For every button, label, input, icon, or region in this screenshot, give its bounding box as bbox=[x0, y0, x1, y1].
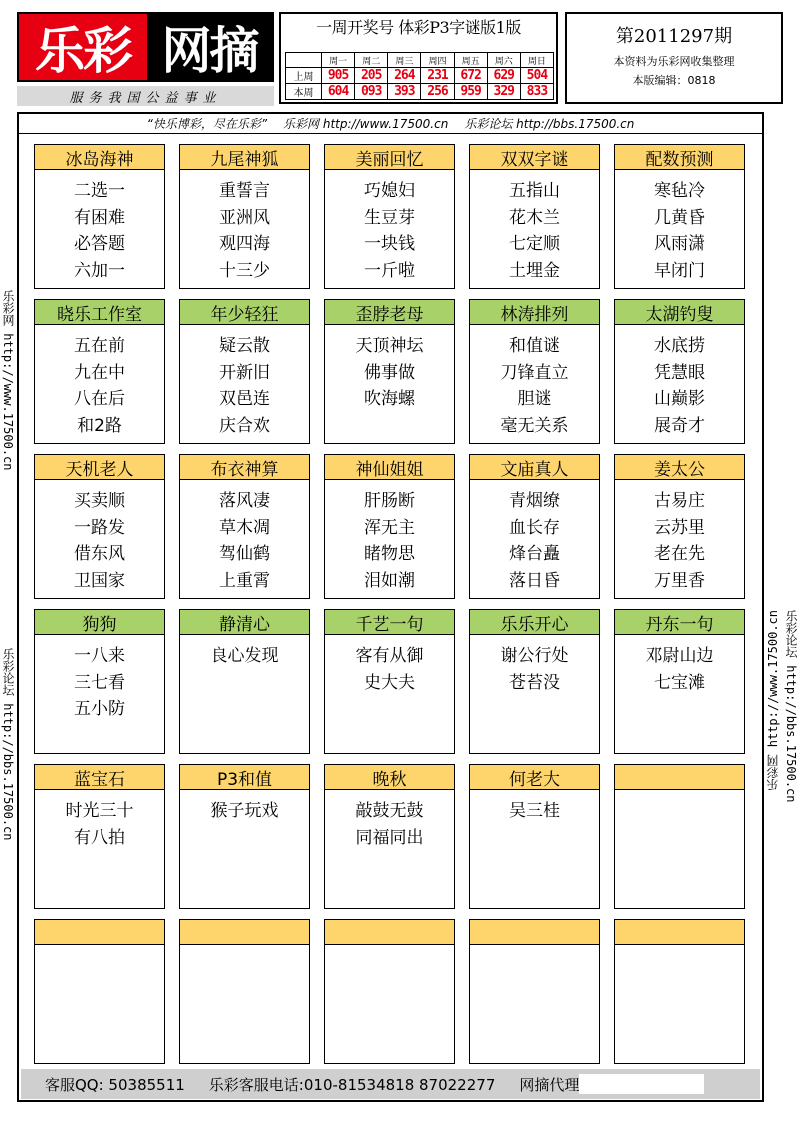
riddle-card-lines bbox=[325, 170, 454, 284]
riddle-card bbox=[324, 609, 455, 754]
riddle-card-lines bbox=[325, 945, 454, 953]
draw-results-panel bbox=[279, 12, 558, 104]
draw-this-week-row bbox=[286, 84, 554, 100]
riddle-card bbox=[614, 609, 745, 754]
riddle-line: 古易庄 bbox=[654, 491, 705, 511]
riddle-card-title: 太湖钓叟 bbox=[615, 300, 744, 325]
slogan-quote: “快乐博彩，尽在乐彩” bbox=[146, 117, 268, 131]
riddle-line: 吴三桂 bbox=[509, 801, 560, 821]
riddle-card-title: 晚秋 bbox=[325, 765, 454, 790]
riddle-card bbox=[469, 609, 600, 754]
riddle-line: 疑云散 bbox=[219, 336, 270, 356]
riddle-card-title: 林涛排列 bbox=[470, 300, 599, 325]
riddle-card bbox=[469, 764, 600, 909]
riddle-card-title: 蓝宝石 bbox=[35, 765, 164, 790]
riddle-line: 一斤啦 bbox=[364, 260, 415, 281]
riddle-card-lines bbox=[615, 635, 744, 696]
riddle-card bbox=[324, 144, 455, 289]
riddle-line: 驾仙鹤 bbox=[219, 544, 270, 564]
riddle-line: 草木凋 bbox=[219, 517, 270, 538]
riddle-line: 同福同出 bbox=[355, 827, 424, 848]
riddle-card-title: 布衣神算 bbox=[180, 455, 309, 480]
riddle-line: 花木兰 bbox=[509, 207, 560, 228]
riddle-line: 史大夫 bbox=[364, 672, 415, 693]
riddle-card bbox=[469, 299, 600, 444]
riddle-card-lines bbox=[615, 170, 744, 284]
riddle-line: 胆谜 bbox=[517, 389, 552, 409]
riddle-line: 邓尉山边 bbox=[645, 646, 714, 666]
riddle-card bbox=[34, 609, 165, 754]
riddle-line: 毫无关系 bbox=[500, 415, 569, 436]
riddle-card bbox=[324, 299, 455, 444]
weekday: 周四 bbox=[421, 53, 454, 68]
riddle-card-lines bbox=[325, 480, 454, 594]
riddle-card-title bbox=[180, 920, 309, 945]
riddle-card bbox=[614, 764, 745, 909]
side-text-right-site: 乐彩网 http://www.17500.cn bbox=[766, 610, 780, 791]
draw-number: 329 bbox=[487, 84, 520, 100]
riddle-card-lines bbox=[35, 790, 164, 851]
riddle-card bbox=[179, 919, 310, 1064]
riddle-card bbox=[179, 454, 310, 599]
riddle-card bbox=[179, 299, 310, 444]
riddle-card-title: 双双字谜 bbox=[470, 145, 599, 170]
riddle-card-title: P3和值 bbox=[180, 765, 309, 790]
draw-number: 629 bbox=[487, 68, 520, 84]
draw-number: 093 bbox=[355, 84, 388, 100]
riddle-card-title: 神仙姐姐 bbox=[325, 455, 454, 480]
riddle-line: 一路发 bbox=[74, 517, 125, 538]
riddle-line: 借东风 bbox=[74, 544, 125, 564]
draw-table bbox=[285, 52, 554, 100]
riddle-line: 必答题 bbox=[74, 234, 125, 254]
riddle-card-lines bbox=[615, 325, 744, 439]
riddle-line: 刀锋直立 bbox=[500, 362, 569, 383]
draw-number: 905 bbox=[322, 68, 355, 84]
riddle-line: 有八拍 bbox=[74, 827, 125, 848]
riddle-line: 万里香 bbox=[654, 570, 705, 591]
side-text-right-forum: 乐彩论坛 http://bbs.17500.cn bbox=[784, 610, 798, 803]
riddle-line: 天顶神坛 bbox=[355, 336, 424, 356]
draw-number: 231 bbox=[421, 68, 454, 84]
riddle-grid bbox=[34, 144, 749, 1067]
draw-number: 256 bbox=[421, 84, 454, 100]
riddle-line: 水底捞 bbox=[654, 336, 705, 356]
riddle-line: 七宝滩 bbox=[654, 672, 705, 693]
riddle-card-lines bbox=[35, 325, 164, 439]
riddle-line: 一八来 bbox=[74, 646, 125, 666]
riddle-line: 浑无主 bbox=[364, 517, 415, 538]
riddle-card-title: 歪脖老母 bbox=[325, 300, 454, 325]
draw-number: 264 bbox=[388, 68, 421, 84]
riddle-line: 三七看 bbox=[74, 672, 125, 693]
weekday: 周五 bbox=[454, 53, 487, 68]
logo-subtitle: 服务我国公益事业 bbox=[17, 86, 274, 106]
logo bbox=[17, 12, 274, 104]
riddle-line: 青烟缭 bbox=[509, 491, 560, 511]
weekday: 周日 bbox=[520, 53, 553, 68]
riddle-card-lines bbox=[470, 635, 599, 696]
riddle-line: 卫国家 bbox=[74, 570, 125, 591]
draw-last-week-row bbox=[286, 68, 554, 84]
riddle-line: 五小防 bbox=[74, 699, 125, 719]
riddle-line: 亚洲风 bbox=[219, 207, 270, 228]
riddle-line: 睹物思 bbox=[364, 544, 415, 564]
issue-panel bbox=[565, 12, 783, 104]
riddle-line: 一块钱 bbox=[364, 234, 415, 254]
riddle-line: 六加一 bbox=[74, 260, 125, 281]
riddle-card-title bbox=[35, 920, 164, 945]
riddle-line: 九在中 bbox=[74, 362, 125, 383]
riddle-card-title: 乐乐开心 bbox=[470, 610, 599, 635]
draw-number: 959 bbox=[454, 84, 487, 100]
riddle-card-title: 何老大 bbox=[470, 765, 599, 790]
footer-agent-box bbox=[579, 1074, 704, 1094]
draw-number: 205 bbox=[355, 68, 388, 84]
riddle-line: 老在先 bbox=[654, 544, 705, 564]
riddle-card bbox=[469, 144, 600, 289]
riddle-card-title: 九尾神狐 bbox=[180, 145, 309, 170]
riddle-line: 风雨潇 bbox=[654, 234, 705, 254]
riddle-card-lines bbox=[180, 790, 309, 825]
riddle-line: 二选一 bbox=[74, 181, 125, 201]
riddle-line: 庆合欢 bbox=[219, 415, 270, 436]
slogan-forum-link[interactable]: 乐彩论坛 http://bbs.17500.cn bbox=[464, 117, 635, 131]
riddle-line: 生豆芽 bbox=[364, 207, 415, 228]
riddle-line: 买卖顺 bbox=[74, 491, 125, 511]
riddle-card-title: 冰岛海神 bbox=[35, 145, 164, 170]
riddle-line: 巧媳妇 bbox=[364, 181, 415, 201]
riddle-card bbox=[614, 299, 745, 444]
draw-number: 504 bbox=[520, 68, 553, 84]
row-label: 本周 bbox=[286, 84, 322, 100]
riddle-card-lines bbox=[325, 790, 454, 851]
riddle-card-lines bbox=[615, 790, 744, 798]
logo-main bbox=[17, 12, 274, 82]
riddle-card-lines bbox=[470, 945, 599, 953]
slogan-bar bbox=[19, 114, 762, 134]
riddle-card-title bbox=[615, 765, 744, 790]
riddle-card bbox=[324, 919, 455, 1064]
riddle-card bbox=[469, 454, 600, 599]
riddle-line: 猴子玩戏 bbox=[210, 801, 279, 821]
riddle-card-lines bbox=[615, 945, 744, 953]
riddle-card bbox=[34, 919, 165, 1064]
riddle-card-lines bbox=[35, 170, 164, 284]
riddle-card-title: 姜太公 bbox=[615, 455, 744, 480]
riddle-line: 展奇才 bbox=[654, 415, 705, 436]
side-text-left-site: 乐彩网 http://www.17500.cn bbox=[1, 290, 15, 471]
riddle-line: 肝肠断 bbox=[364, 491, 415, 511]
logo-black-text: 网摘 bbox=[147, 14, 272, 80]
riddle-line: 重誓言 bbox=[219, 181, 270, 201]
riddle-card-lines bbox=[470, 325, 599, 439]
riddle-card bbox=[324, 454, 455, 599]
riddle-card-lines bbox=[470, 480, 599, 594]
riddle-line: 五指山 bbox=[509, 181, 560, 201]
riddle-card-lines bbox=[180, 635, 309, 670]
riddle-line: 双邑连 bbox=[219, 389, 270, 409]
riddle-line: 土埋金 bbox=[509, 260, 560, 281]
riddle-line: 上重霄 bbox=[219, 570, 270, 591]
riddle-card-lines bbox=[35, 635, 164, 723]
draw-number: 393 bbox=[388, 84, 421, 100]
riddle-line: 七定顺 bbox=[509, 234, 560, 254]
logo-red-text: 乐彩 bbox=[19, 14, 147, 80]
riddle-line: 寒毡冷 bbox=[654, 181, 705, 201]
riddle-line: 吹海螺 bbox=[364, 389, 415, 409]
riddle-line: 烽台矗 bbox=[509, 544, 560, 564]
riddle-card bbox=[179, 144, 310, 289]
footer-agent-label: 网摘代理 bbox=[519, 1075, 580, 1094]
riddle-card bbox=[34, 454, 165, 599]
riddle-card bbox=[614, 454, 745, 599]
weekday: 周六 bbox=[487, 53, 520, 68]
weekday: 周三 bbox=[388, 53, 421, 68]
footer-bar bbox=[21, 1069, 760, 1099]
riddle-line: 早闭门 bbox=[654, 260, 705, 281]
main-frame bbox=[17, 112, 764, 1102]
issue-number: 第2011297期 bbox=[615, 26, 733, 47]
row-label: 上周 bbox=[286, 68, 322, 84]
riddle-card bbox=[34, 144, 165, 289]
riddle-card-title: 静清心 bbox=[180, 610, 309, 635]
riddle-card-lines bbox=[180, 170, 309, 284]
riddle-line: 时光三十 bbox=[65, 801, 134, 821]
draw-number: 604 bbox=[322, 84, 355, 100]
riddle-card-lines bbox=[35, 945, 164, 953]
riddle-card-lines bbox=[35, 480, 164, 594]
riddle-card-title: 美丽回忆 bbox=[325, 145, 454, 170]
riddle-card-title: 晓乐工作室 bbox=[35, 300, 164, 325]
riddle-card-title: 天机老人 bbox=[35, 455, 164, 480]
riddle-line: 云苏里 bbox=[654, 517, 705, 538]
riddle-card bbox=[324, 764, 455, 909]
riddle-card-title: 年少轻狂 bbox=[180, 300, 309, 325]
weekday: 周二 bbox=[355, 53, 388, 68]
riddle-line: 和值谜 bbox=[509, 336, 560, 356]
riddle-line: 苍苔没 bbox=[509, 672, 560, 693]
riddle-line: 和2路 bbox=[77, 415, 122, 436]
footer-qq: 客服QQ: 50385511 bbox=[45, 1075, 185, 1094]
draw-title: 一周开奖号 体彩P3字谜版1版 bbox=[316, 17, 521, 37]
riddle-card bbox=[614, 144, 745, 289]
riddle-card bbox=[469, 919, 600, 1064]
riddle-card-title: 丹东一句 bbox=[615, 610, 744, 635]
riddle-card-lines bbox=[470, 790, 599, 825]
weekday: 周一 bbox=[322, 53, 355, 68]
riddle-card-title: 千艺一句 bbox=[325, 610, 454, 635]
riddle-card bbox=[34, 299, 165, 444]
riddle-card-lines bbox=[180, 945, 309, 953]
riddle-line: 血长存 bbox=[509, 517, 560, 538]
riddle-card-title: 配数预测 bbox=[615, 145, 744, 170]
riddle-card-lines bbox=[325, 635, 454, 696]
riddle-card-lines bbox=[470, 170, 599, 284]
riddle-line: 山巅影 bbox=[654, 389, 705, 409]
riddle-line: 落日昏 bbox=[509, 570, 560, 591]
draw-number: 833 bbox=[520, 84, 553, 100]
riddle-card-title: 文庙真人 bbox=[470, 455, 599, 480]
riddle-line: 落风凄 bbox=[219, 491, 270, 511]
riddle-card-lines bbox=[325, 325, 454, 413]
riddle-line: 几黄昏 bbox=[654, 207, 705, 228]
riddle-card bbox=[614, 919, 745, 1064]
slogan-site-link[interactable]: 乐彩网 http://www.17500.cn bbox=[283, 117, 449, 131]
draw-number: 672 bbox=[454, 68, 487, 84]
riddle-line: 八在后 bbox=[74, 389, 125, 409]
riddle-card bbox=[34, 764, 165, 909]
riddle-line: 泪如潮 bbox=[364, 570, 415, 591]
riddle-card bbox=[179, 609, 310, 754]
riddle-card-lines bbox=[180, 325, 309, 439]
riddle-card-lines bbox=[615, 480, 744, 594]
riddle-line: 敲鼓无鼓 bbox=[355, 801, 424, 821]
riddle-line: 凭慧眼 bbox=[654, 362, 705, 383]
riddle-card-title bbox=[615, 920, 744, 945]
riddle-line: 开新旧 bbox=[219, 362, 270, 383]
footer-phone: 乐彩客服电话:010-81534818 87022277 bbox=[208, 1075, 496, 1094]
riddle-line: 十三少 bbox=[219, 260, 270, 281]
riddle-line: 佛事做 bbox=[364, 362, 415, 383]
riddle-line: 五在前 bbox=[74, 336, 125, 356]
riddle-line: 客有从御 bbox=[355, 646, 424, 666]
issue-editor: 本版编辑：0818 bbox=[632, 74, 716, 87]
riddle-card bbox=[179, 764, 310, 909]
riddle-line: 谢公行处 bbox=[500, 646, 569, 666]
issue-note: 本资料为乐彩网收集整理 bbox=[613, 55, 735, 68]
riddle-card-title bbox=[470, 920, 599, 945]
riddle-line: 有困难 bbox=[74, 207, 125, 228]
riddle-card-title bbox=[325, 920, 454, 945]
riddle-card-title: 狗狗 bbox=[35, 610, 164, 635]
draw-weekday-row bbox=[286, 53, 554, 68]
riddle-line: 观四海 bbox=[219, 234, 270, 254]
riddle-card-lines bbox=[180, 480, 309, 594]
riddle-line: 良心发现 bbox=[210, 646, 279, 666]
side-text-left-forum: 乐彩论坛 http://bbs.17500.cn bbox=[1, 648, 15, 841]
